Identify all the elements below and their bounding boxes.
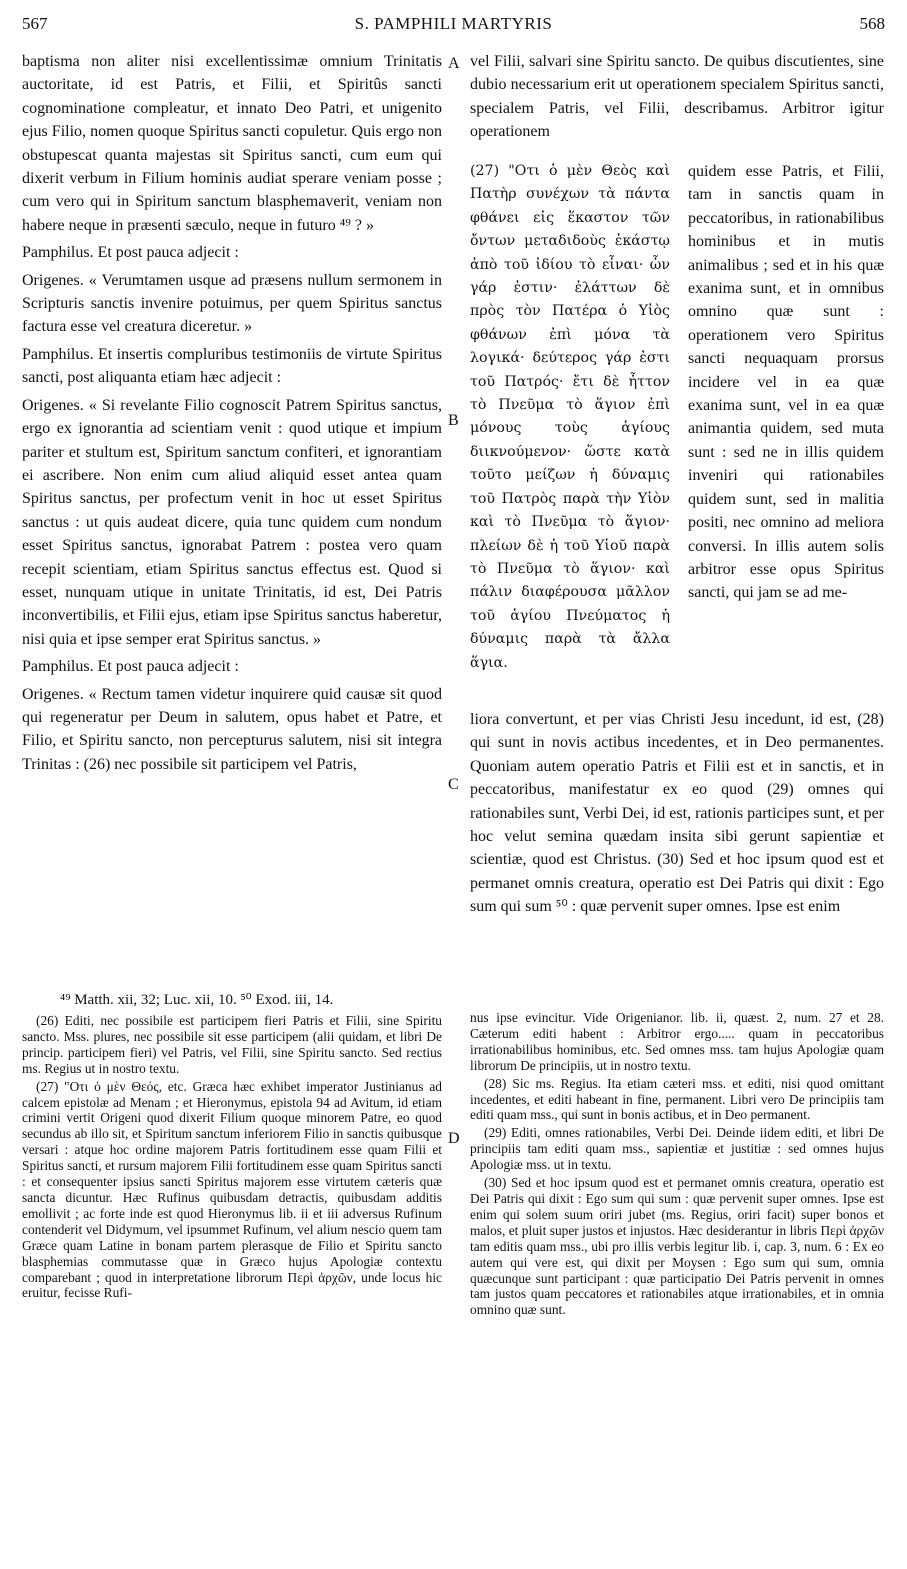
left-paragraph-6: Pamphilus. Et post pauca adjecit : xyxy=(22,658,239,676)
left-paragraph-3: Origenes. « Verumtamen usque ad præsens nullum sermonem in Scripturis sanctis invenire potuimus, per quem Spiritus sanctus factura esse vel creatura diceretur. » xyxy=(22,271,442,336)
left-paragraph-1: baptisma non aliter nisi excellentissimæ omnium Trinitatis auctoritate, id est Patris, et Filii, et Spiritûs sancti cognominatione compleatur, et innato Deo Patri, et unigenito ejus Filio, nomen quoque Spiritus sancti copuletur. Quis ergo non obstupescat quanta majestas sit Spiritus sancti, cum eum qui dixerit verbum in Filium hominis audiat sperare veniam posse ; cum vero qui in Spiritum sanctum blasphemaverit, veniam non habere neque in præsenti sæculo, neque in futuro ⁴⁹ ? » xyxy=(22,53,442,234)
note-28: (28) Sic ms. Regius. Ita etiam cæteri mss. et editi, nisi quod omittant incedentes, et editi habeant in fine, permanent. Libri vero De principiis tam editi quam mss., qui sunt in bonis actibus, et in Deo permanent. xyxy=(470,1075,884,1123)
note-26: (26) Editi, nec possibile est participem fieri Patris et Filii, sine Spiritu sancto. Mss. plures, nec possibile sit esse participem (alii quidam, et libri De princip. participem fieri) vel Patris, vel Filii, sine Spiritu sancto. Sed rectius ms. Regius ut in nostro textu. xyxy=(22,1013,442,1076)
right-page-number: 568 xyxy=(859,14,885,33)
left-page-number: 567 xyxy=(22,14,48,33)
margin-marker-b: B xyxy=(448,412,459,429)
note-29: (29) Editi, omnes rationabiles, Verbi Dei. Deinde iidem editi, et libri De principiis tam editi quam mss., sapientiæ et justitiæ : sed omnes hujus Apologiæ mss. ut in textu. xyxy=(470,1125,884,1173)
running-header xyxy=(22,14,885,40)
left-paragraph-4: Pamphilus. Et insertis compluribus testimoniis de virtute Spiritus sancti, post aliquanta etiam hæc adjecit : xyxy=(22,345,442,387)
note-27-continued: nus ipse evincitur. Vide Origenianor. lib. ii, quæst. 2, num. 27 et 28. Cæterum editi habent : Arbitror ergo..... quam in peccatoribus irrationabilibus hominibus, etc. Sed omnes mss. tam hujus Apologiæ quam librorum De principiis, ut in nostro textu. xyxy=(470,1010,884,1073)
note-30: (30) Sed et hoc ipsum quod est et permanet omnis creatura, operatio est Dei Patris qui dixit : Ego sum qui sum : quæ pervenit super omnes. Ipse est enim qui solem suum oriri jubet (ms. Regius, oriri facit) super bonos et malos, et pluit super justos et injustos. Hæc desiderantur in libris Περὶ ἀρχῶν tam editis quam mss., ubi pro illis verbis legitur lib. i, cap. 3, num. 6 : Ex eo autem qui vere est, qui dixit per Moysen : Ego sum qui sum, omnia quæcunque sunt participant : quæ participatio Dei Patris pervenit in omnes tam justos quam peccatores et rationabiles atque irrationabiles, et in omnia omnino quæ sunt. xyxy=(470,1175,884,1318)
left-paragraph-7: Origenes. « Rectum tamen videtur inquirere quid causæ sit quod qui regeneratur per Deum in salutem, opus habet et Patre, et Filio, et Spiritu sancto, non percepturus salutem, nisi sit integra Trinitas : (26) nec possibile sit participem vel Patris, xyxy=(22,685,442,773)
margin-marker-a: A xyxy=(448,55,460,72)
right-continuation-text: liora convertunt, et per vias Christi Jesu incedunt, id est, (28) qui sunt in novis actibus incedentes, et in Deo permanentes. Quoniam autem operatio Patris et Filii est et in sanctis, et in peccatoribus, manifestatur ex eo quod (29) omnes qui rationabiles sunt, Verbi Dei, id est, rationis participes sunt, et per hoc velut semina quædam insita sibi gerunt sapientiæ et scientiæ, quod est Christus. (30) Sed et hoc ipsum quod est et permanet omnis creatura, operatio est Dei Patris qui dixit : Ego sum qui sum ⁵⁰ : quæ pervenit super omnes. Ipse est enim xyxy=(470,711,884,916)
left-paragraph-2: Pamphilus. Et post pauca adjecit : xyxy=(22,244,239,262)
running-title: S. PAMPHILI MARTYRIS xyxy=(354,14,553,33)
left-paragraph-5: Origenes. « Si revelante Filio cognoscit Patrem Spiritus sanctus, ergo ex ignorantia ad scientiam venit : quod utique et impium pariter et stultum est, Spiritum sanctum confiteri, et ignorantiam ei ascribere. Non enim cum aliud aliquid esset antea quam Spiritus sanctus, per profectum venit in hoc ut esset Spiritus sanctus : ut quis audeat dicere, quia tunc quidem cum nondum esset Spiritus sanctus, ignorabat Patrem : postea vero quam recepit scientiam, etiam Spiritus sanctus effectus est. Quod si esset, nunquam utique in unitate Trinitatis, id est, Dei Patris inconvertibilis, et Filii ejus, etiam ipse Spiritus sanctus haberetur, nisi quia et ipse semper erat Spiritus sanctus. » xyxy=(22,396,442,648)
left-notes xyxy=(22,1013,442,1513)
margin-marker-c: C xyxy=(448,776,459,793)
left-main-text xyxy=(22,50,442,984)
right-top-text: vel Filii, salvari sine Spiritu sancto. De quibus discutientes, sine dubio necessarium erit ut operationem specialem Spiritus sancti, specialem Patris, vel Filii, describamus. Arbitror igitur operationem xyxy=(470,53,884,141)
greek-text-block: (27) "Οτι ὁ μὲν Θεὸς καὶ Πατὴρ συνέχων τὰ πάντα φθάνει εἰς ἕκαστον τῶν ὄντων μεταδιδοὺς ἑκάστῳ ἀπὸ τοῦ ἰδίου τὸ εἶναι· ὧν γάρ ἐστιν· ἐλάττων δὲ πρὸς τὸν Πατέρα ὁ Υἱὸς φθάνων ἐπὶ μόνα τὰ λογικά· δεύτερος γάρ ἐστι τοῦ Πατρός· ἔτι δὲ ἧττον τὸ Πνεῦμα τὸ ἅγιον ἐπὶ μόνους τοὺς ἁγίους διικνούμενον· ὥστε κατὰ τοῦτο μείζων ἡ δύναμις τοῦ Πατρὸς παρὰ τὴν Υἱὸν καὶ τὸ Πνεῦμα τὸ ἅγιον· πλείων δὲ ἡ τοῦ Υἱοῦ παρὰ τὸ Πνεῦμα τὸ ἅγιον· καὶ πάλιν διαφέρουσα μᾶλλον τοῦ ἁγίου Πνεύματος ἡ δύναμις παρὰ τὰ ἄλλα ἅγια. xyxy=(470,163,670,671)
scripture-references: ⁴⁹ Matth. xii, 32; Luc. xii, 10. ⁵⁰ Exod. iii, 14. xyxy=(60,992,334,1008)
note-27: (27) "Οτι ὁ μὲν Θεός, etc. Græca hæc exhibet imperator Justinianus ad calcem epistolæ ad Menam ; et Hieronymus, epistola 94 ad Avitum, id etiam crimini vertit Origeni quod dixerit Filium quoque minorem Patre, eo quod secundus ab illo sit, et Spiritum sanctum inferiorem Filio in sanctis quibusque versari : atque hoc ordine majorem Patris fortitudinem esse quam Filii et Spiritus sancti, et rursum majorem Filii fortitudinem esse quam Spiritus sancti : et consequenter ipsius sancti Spiritus majorem esse virtutem cæteris quæ sancta dicuntur. Hæc Rufinus quibusdam detractis, quibusdam additis emollivit ; ac forte inde est quod Hieronymus lib. ii et iii adversus Rufinum contenderit vel Didymum, vel ipsummet Rufinum, vel alium nescio quem tam Græce quam Latine in bonam partem plerasque de Filio et Spiritu sancto blasphemias commutasse quæ in Græco hujus Apologiæ contextu comparebant ; quod in interpretatione librorum Περὶ ἀρχῶν, unde locus hic eruitur, fecisse Rufi- xyxy=(22,1078,442,1301)
right-notes xyxy=(470,1010,884,1520)
margin-marker-d: D xyxy=(448,1130,460,1147)
latin-parallel-block: quidem esse Patris, et Filii, tam in sanctis quam in peccatoribus, in rationabilibus hominibus et in mutis animalibus ; sed et in his quæ exanima sunt, et in omnibus omnino quæ sunt : operationem vero Spiritus sancti nequaquam prorsus incidere vel in ea quæ exanima sunt, vel in ea quæ animantia quidem, sed muta sunt : sed ne in illis quidem inveniri qui rationabiles quidem sunt, sed in malitia positi, nec omnino ad meliora conversi. In illis autem solis arbitror esse opus Spiritus sancti, qui jam se ad me- xyxy=(688,163,884,602)
